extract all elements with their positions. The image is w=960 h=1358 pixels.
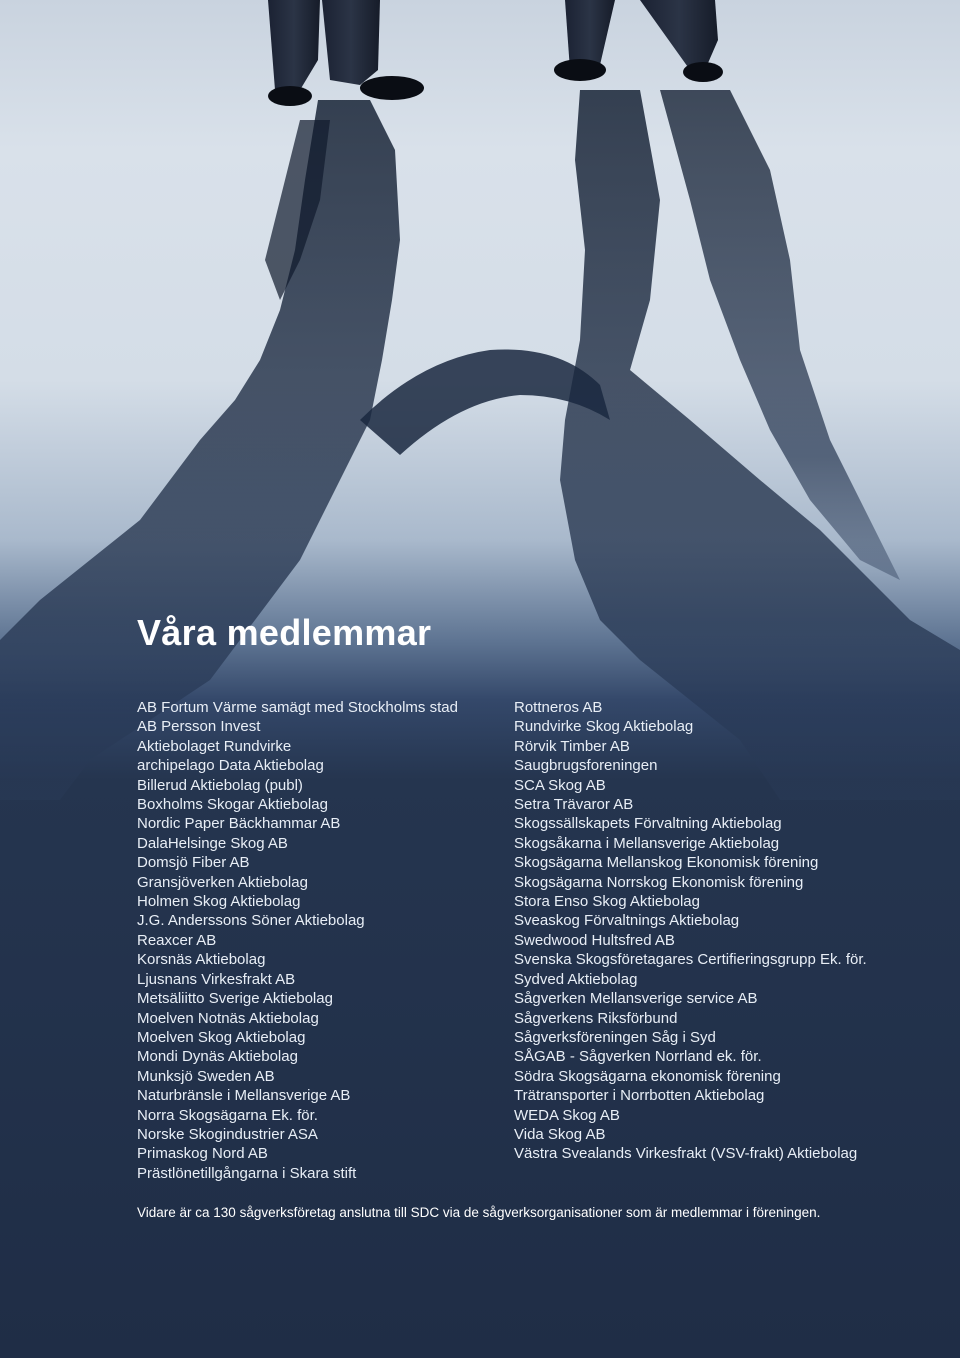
member-item: Vida Skog AB (514, 1125, 606, 1143)
member-item: Metsäliitto Sverige Aktiebolag (137, 990, 333, 1008)
member-item: Norra Skogsägarna Ek. för. (137, 1106, 318, 1124)
member-list-right (514, 698, 954, 1164)
member-list-left (137, 698, 507, 1183)
member-item: SÅGAB - Sågverken Norrland ek. för. (514, 1048, 762, 1066)
member-item: Setra Trävaror AB (514, 796, 634, 814)
member-item: Billerud Aktiebolag (publ) (137, 776, 303, 794)
member-item: Gransjöverken Aktiebolag (137, 873, 308, 891)
member-item: Reaxcer AB (137, 931, 217, 949)
member-item: archipelago Data Aktiebolag (137, 757, 324, 775)
member-item: Norske Skogindustrier ASA (137, 1125, 318, 1143)
member-item: Sågverken Mellansverige service AB (514, 990, 758, 1008)
member-item: Domsjö Fiber AB (137, 854, 250, 872)
member-item: Holmen Skog Aktiebolag (137, 893, 301, 911)
member-item: Nordic Paper Bäckhammar AB (137, 815, 341, 833)
member-item: Aktiebolaget Rundvirke (137, 737, 292, 755)
member-item: Rörvik Timber AB (514, 737, 630, 755)
member-item: Moelven Skog Aktiebolag (137, 1028, 306, 1046)
member-item: J.G. Anderssons Söner Aktiebolag (137, 912, 365, 930)
member-item: SCA Skog AB (514, 776, 606, 794)
member-item: Korsnäs Aktiebolag (137, 951, 266, 969)
shadow-figure-left (0, 100, 400, 800)
member-item: Munksjö Sweden AB (137, 1067, 275, 1085)
member-item: DalaHelsinge Skog AB (137, 834, 288, 852)
member-item: Skogsägarna Norrskog Ekonomisk förening (514, 873, 804, 891)
member-item: AB Persson Invest (137, 718, 261, 736)
person-right-legs (554, 0, 723, 82)
member-item: Sveaskog Förvaltnings Aktiebolag (514, 912, 740, 930)
member-item: Moelven Notnäs Aktiebolag (137, 1009, 319, 1027)
member-item: Naturbränsle i Mellansverige AB (137, 1087, 351, 1105)
member-item: Primaskog Nord AB (137, 1145, 268, 1163)
member-item: Prästlönetillgångarna i Skara stift (137, 1164, 357, 1182)
member-item: Skogssällskapets Förvaltning Aktiebolag (514, 815, 782, 833)
member-item: Svenska Skogsföretagares Certifieringsgrupp Ek. för. (514, 951, 867, 969)
footnote: Vidare är ca 130 sågverksföretag anslutna till SDC via de sågverksorganisationer som är medlemmar i föreningen. (137, 1205, 821, 1220)
member-item: Sydved Aktiebolag (514, 970, 638, 988)
member-item: Saugbrugsforeningen (514, 757, 658, 775)
member-item: Rottneros AB (514, 699, 603, 716)
member-item: AB Fortum Värme samägt med Stockholms stad (137, 699, 458, 716)
shadow-figure-right (560, 90, 960, 800)
member-item: Skogsägarna Mellanskog Ekonomisk förening (514, 854, 819, 872)
member-item: Stora Enso Skog Aktiebolag (514, 893, 700, 911)
member-item: Södra Skogsägarna ekonomisk förening (514, 1067, 781, 1085)
member-item: Sågverksföreningen Såg i Syd (514, 1028, 716, 1046)
member-item: Skogsåkarna i Mellansverige Aktiebolag (514, 834, 780, 852)
member-item: Sågverkens Riksförbund (514, 1009, 678, 1027)
member-item: Trätransporter i Norrbotten Aktiebolag (514, 1087, 765, 1105)
member-item: WEDA Skog AB (514, 1106, 620, 1124)
member-item: Västra Svealands Virkesfrakt (VSV-frakt) Aktiebolag (514, 1145, 858, 1163)
page-title: Våra medlemmar (137, 612, 432, 653)
member-item: Rundvirke Skog Aktiebolag (514, 718, 694, 736)
member-item: Swedwood Hultsfred AB (514, 931, 675, 949)
member-item: Mondi Dynäs Aktiebolag (137, 1048, 298, 1066)
person-left-legs (268, 0, 424, 106)
member-item: Ljusnans Virkesfrakt AB (137, 970, 296, 988)
member-item: Boxholms Skogar Aktiebolag (137, 796, 328, 814)
